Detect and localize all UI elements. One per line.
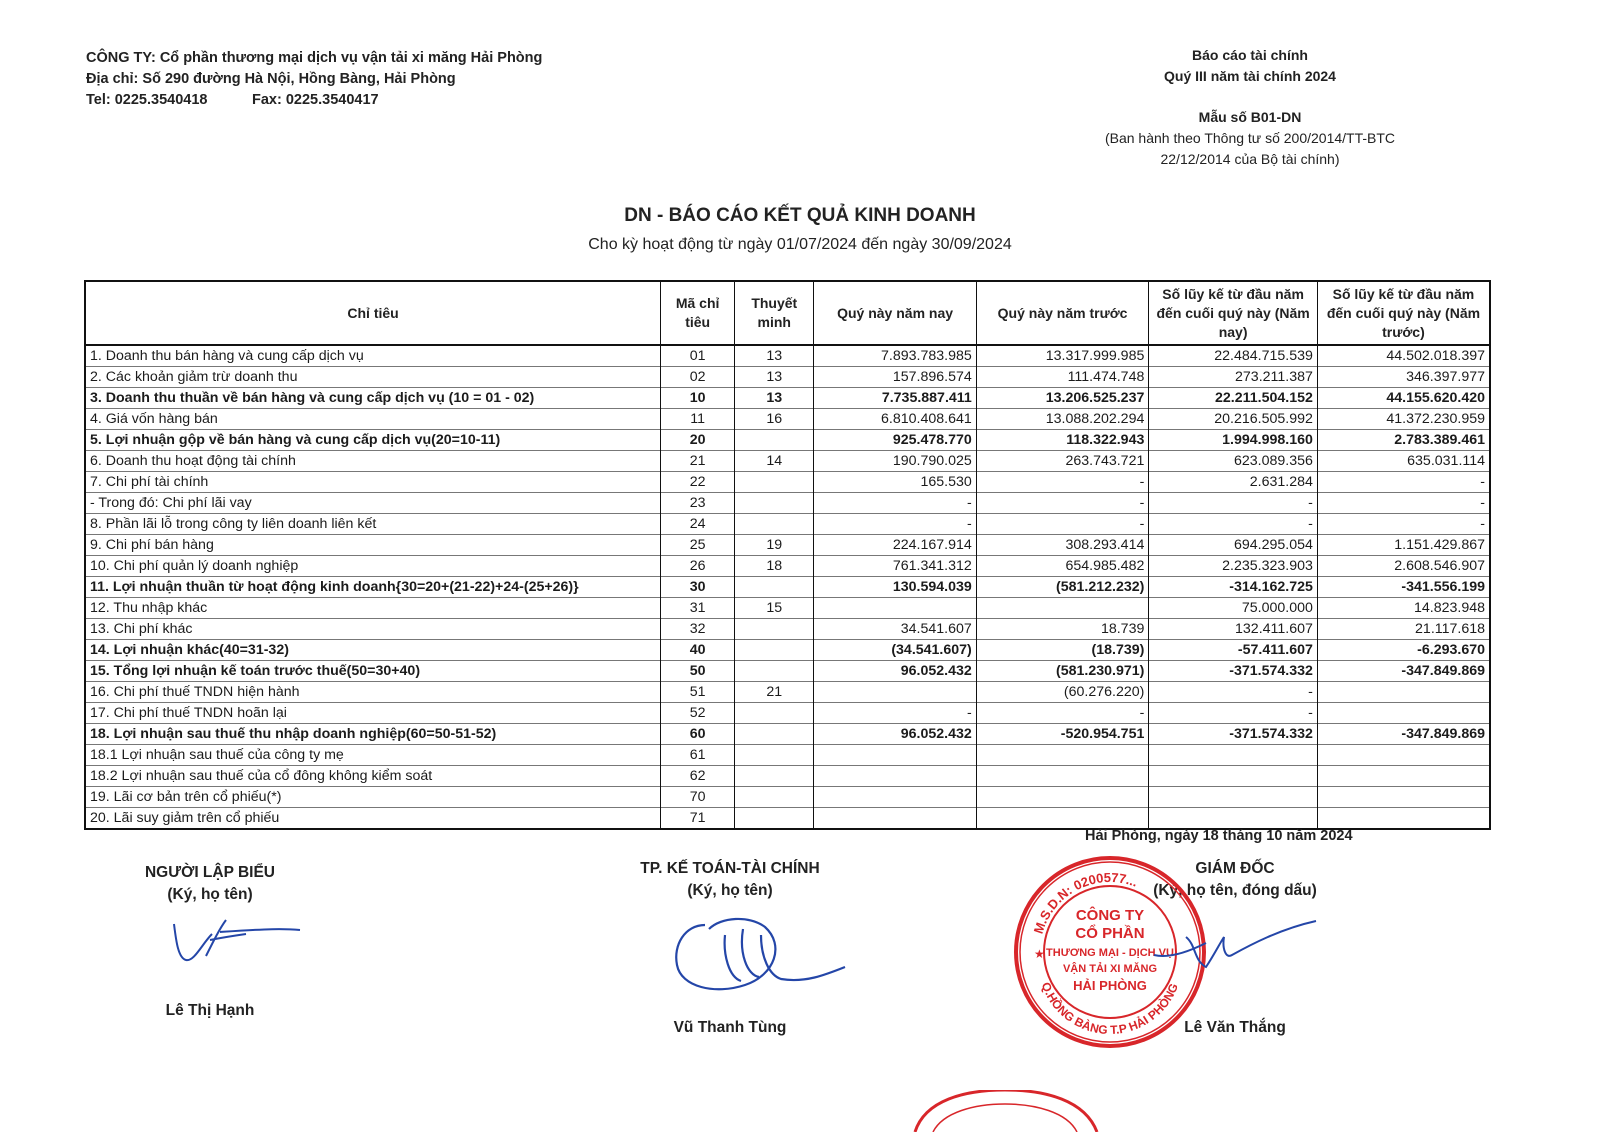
table-row xyxy=(85,661,1490,682)
row-ytd-current: 1.994.998.160 xyxy=(1149,430,1318,451)
row-code: 02 xyxy=(661,367,735,388)
row-quarter-current: 7.735.887.411 xyxy=(814,388,976,409)
row-ytd-current: -57.411.607 xyxy=(1149,640,1318,661)
accountant-role: TP. KẾ TOÁN-TÀI CHÍNH xyxy=(640,860,820,877)
row-label: 3. Doanh thu thuần về bán hàng và cung cấp dịch vụ (10 = 01 - 02) xyxy=(85,388,661,409)
row-quarter-current xyxy=(814,598,976,619)
row-ytd-previous: 346.397.977 xyxy=(1317,367,1490,388)
row-quarter-current: 7.893.783.985 xyxy=(814,345,976,367)
preparer-name: Lê Thị Hạnh xyxy=(165,1002,255,1019)
company-tel: Tel: 0225.3540418 xyxy=(86,92,208,108)
row-ytd-previous: - xyxy=(1317,493,1490,514)
row-label: 7. Chi phí tài chính xyxy=(85,472,661,493)
row-quarter-previous: 13.317.999.985 xyxy=(976,345,1149,367)
row-quarter-current: 925.478.770 xyxy=(814,430,976,451)
row-quarter-current: - xyxy=(814,703,976,724)
row-quarter-current: 157.896.574 xyxy=(814,367,976,388)
row-ytd-current: - xyxy=(1149,703,1318,724)
table-row xyxy=(85,556,1490,577)
row-note xyxy=(735,430,814,451)
income-statement-table xyxy=(84,280,1491,830)
row-label: 18.1 Lợi nhuận sau thuế của công ty mẹ xyxy=(85,745,661,766)
row-label: 9. Chi phí bán hàng xyxy=(85,535,661,556)
table-row xyxy=(85,682,1490,703)
report-info xyxy=(1040,45,1460,170)
row-ytd-previous: 1.151.429.867 xyxy=(1317,535,1490,556)
row-label: 20. Lãi suy giảm trên cổ phiếu xyxy=(85,808,661,830)
row-ytd-previous: - xyxy=(1317,472,1490,493)
row-label: 4. Giá vốn hàng bán xyxy=(85,409,661,430)
stamp-star-icon: ★ xyxy=(1034,947,1045,961)
row-note xyxy=(735,493,814,514)
row-ytd-previous: -347.849.869 xyxy=(1317,661,1490,682)
row-quarter-current xyxy=(814,682,976,703)
preparer-role: NGƯỜI LẬP BIỂU xyxy=(144,864,275,881)
row-ytd-current: 273.211.387 xyxy=(1149,367,1318,388)
row-code: 52 xyxy=(661,703,735,724)
row-note: 19 xyxy=(735,535,814,556)
report-type: Báo cáo tài chính xyxy=(1192,47,1308,63)
sign-date: Hải Phòng, ngày 18 tháng 10 năm 2024 xyxy=(1085,828,1353,844)
table-row xyxy=(85,703,1490,724)
row-quarter-current: 761.341.312 xyxy=(814,556,976,577)
row-ytd-current: -314.162.725 xyxy=(1149,577,1318,598)
row-label: 18.2 Lợi nhuận sau thuế của cổ đông không kiểm soát xyxy=(85,766,661,787)
director-role: GIÁM ĐỐC xyxy=(1195,860,1275,877)
row-note xyxy=(735,640,814,661)
row-quarter-previous: 111.474.748 xyxy=(976,367,1149,388)
row-code: 31 xyxy=(661,598,735,619)
row-ytd-current: -371.574.332 xyxy=(1149,661,1318,682)
row-code: 20 xyxy=(661,430,735,451)
row-code: 24 xyxy=(661,514,735,535)
row-quarter-previous xyxy=(976,598,1149,619)
row-ytd-previous xyxy=(1317,703,1490,724)
row-note: 13 xyxy=(735,367,814,388)
row-ytd-previous xyxy=(1317,808,1490,830)
row-note xyxy=(735,577,814,598)
director-signature xyxy=(1150,915,1320,985)
row-note xyxy=(735,619,814,640)
row-quarter-current xyxy=(814,787,976,808)
row-ytd-current: - xyxy=(1149,682,1318,703)
table-header-row xyxy=(85,281,1490,345)
row-code: 23 xyxy=(661,493,735,514)
director-name: Lê Văn Thắng xyxy=(1184,1019,1286,1036)
row-ytd-previous: -6.293.670 xyxy=(1317,640,1490,661)
row-ytd-previous: -341.556.199 xyxy=(1317,577,1490,598)
row-quarter-current: 165.530 xyxy=(814,472,976,493)
table-row xyxy=(85,808,1490,830)
table-row xyxy=(85,451,1490,472)
table-row xyxy=(85,514,1490,535)
col-header-item: Chỉ tiêu xyxy=(85,281,661,345)
row-code: 70 xyxy=(661,787,735,808)
row-ytd-previous: - xyxy=(1317,514,1490,535)
row-ytd-current: - xyxy=(1149,514,1318,535)
row-quarter-current xyxy=(814,766,976,787)
row-note xyxy=(735,472,814,493)
row-code: 62 xyxy=(661,766,735,787)
row-quarter-current: 96.052.432 xyxy=(814,661,976,682)
row-ytd-current xyxy=(1149,787,1318,808)
row-ytd-previous: 21.117.618 xyxy=(1317,619,1490,640)
row-ytd-current xyxy=(1149,808,1318,830)
table-row xyxy=(85,367,1490,388)
report-period: Quý III năm tài chính 2024 xyxy=(1164,68,1336,84)
table-row xyxy=(85,724,1490,745)
table-row xyxy=(85,640,1490,661)
stamp-bottom-text: Q.HỒNG BÀNG T.P HẢI PHÒNG xyxy=(1038,980,1181,1038)
row-ytd-previous: 2.608.546.907 xyxy=(1317,556,1490,577)
col-header-code: Mã chỉ tiêu xyxy=(661,281,735,345)
row-ytd-current: 20.216.505.992 xyxy=(1149,409,1318,430)
preparer-hint: (Ký, họ tên) xyxy=(167,886,253,903)
row-label: 5. Lợi nhuận gộp về bán hàng và cung cấp dịch vụ(20=10-11) xyxy=(85,430,661,451)
row-note xyxy=(735,724,814,745)
row-quarter-current: (34.541.607) xyxy=(814,640,976,661)
company-contacts xyxy=(86,90,542,111)
partial-stamp-mark xyxy=(905,1090,1105,1132)
row-ytd-previous: 635.031.114 xyxy=(1317,451,1490,472)
row-label: 6. Doanh thu hoạt động tài chính xyxy=(85,451,661,472)
row-ytd-current: 132.411.607 xyxy=(1149,619,1318,640)
row-ytd-current: -371.574.332 xyxy=(1149,724,1318,745)
accountant-block xyxy=(610,858,850,902)
row-code: 71 xyxy=(661,808,735,830)
row-quarter-previous: - xyxy=(976,493,1149,514)
row-label: 14. Lợi nhuận khác(40=31-32) xyxy=(85,640,661,661)
company-address: Địa chỉ: Số 290 đường Hà Nội, Hồng Bàng, Hải Phòng xyxy=(86,71,456,87)
row-label: 15. Tổng lợi nhuận kế toán trước thuế(50=30+40) xyxy=(85,661,661,682)
row-quarter-previous: 308.293.414 xyxy=(976,535,1149,556)
row-code: 21 xyxy=(661,451,735,472)
row-note: 18 xyxy=(735,556,814,577)
row-quarter-previous: (581.212.232) xyxy=(976,577,1149,598)
row-ytd-current: 22.484.715.539 xyxy=(1149,345,1318,367)
table-row xyxy=(85,766,1490,787)
row-label: 1. Doanh thu bán hàng và cung cấp dịch vụ xyxy=(85,345,661,367)
row-label: 16. Chi phí thuế TNDN hiện hành xyxy=(85,682,661,703)
table-row xyxy=(85,493,1490,514)
stamp-line-4: VẬN TẢI XI MĂNG xyxy=(1062,963,1158,975)
table-row xyxy=(85,345,1490,367)
row-code: 50 xyxy=(661,661,735,682)
row-label: 17. Chi phí thuế TNDN hoãn lại xyxy=(85,703,661,724)
accountant-hint: (Ký, họ tên) xyxy=(687,882,773,899)
row-quarter-previous: 118.322.943 xyxy=(976,430,1149,451)
row-label: 2. Các khoản giảm trừ doanh thu xyxy=(85,367,661,388)
stamp-line-1: CÔNG TY xyxy=(1075,907,1145,924)
row-quarter-current: 224.167.914 xyxy=(814,535,976,556)
row-label: 19. Lãi cơ bản trên cổ phiếu(*) xyxy=(85,787,661,808)
table-row xyxy=(85,787,1490,808)
row-code: 40 xyxy=(661,640,735,661)
col-header-ytd-previous: Số lũy kế từ đầu năm đến cuối quý này (Năm trước) xyxy=(1317,281,1490,345)
row-quarter-current: 190.790.025 xyxy=(814,451,976,472)
row-quarter-previous: -520.954.751 xyxy=(976,724,1149,745)
stamp-line-5: HẢI PHÒNG xyxy=(1073,978,1147,993)
row-label: - Trong đó: Chi phí lãi vay xyxy=(85,493,661,514)
row-code: 10 xyxy=(661,388,735,409)
row-code: 01 xyxy=(661,345,735,367)
row-label: 13. Chi phí khác xyxy=(85,619,661,640)
row-note: 14 xyxy=(735,451,814,472)
director-hint: (Ký, họ tên, đóng dấu) xyxy=(1153,882,1317,899)
row-label: 10. Chi phí quản lý doanh nghiệp xyxy=(85,556,661,577)
row-ytd-previous: 41.372.230.959 xyxy=(1317,409,1490,430)
table-row xyxy=(85,535,1490,556)
stamp-line-2: CỔ PHẦN xyxy=(1075,925,1145,942)
table-row xyxy=(85,745,1490,766)
row-code: 51 xyxy=(661,682,735,703)
form-number: Mẫu số B01-DN xyxy=(1198,109,1302,125)
row-note: 15 xyxy=(735,598,814,619)
row-ytd-current: 22.211.504.152 xyxy=(1149,388,1318,409)
row-label: 12. Thu nhập khác xyxy=(85,598,661,619)
row-quarter-previous: (581.230.971) xyxy=(976,661,1149,682)
row-quarter-previous: 13.206.525.237 xyxy=(976,388,1149,409)
row-ytd-previous xyxy=(1317,682,1490,703)
row-quarter-current xyxy=(814,808,976,830)
table-row xyxy=(85,430,1490,451)
row-note xyxy=(735,514,814,535)
row-quarter-previous xyxy=(976,745,1149,766)
table-row xyxy=(85,388,1490,409)
row-note xyxy=(735,703,814,724)
table-row xyxy=(85,472,1490,493)
table-row xyxy=(85,598,1490,619)
row-ytd-previous: 44.502.018.397 xyxy=(1317,345,1490,367)
table-row xyxy=(85,409,1490,430)
row-ytd-current xyxy=(1149,745,1318,766)
row-quarter-previous xyxy=(976,766,1149,787)
accountant-name: Vũ Thanh Tùng xyxy=(673,1019,787,1036)
row-ytd-current: 2.235.323.903 xyxy=(1149,556,1318,577)
row-label: 8. Phần lãi lỗ trong công ty liên doanh liên kết xyxy=(85,514,661,535)
row-note xyxy=(735,808,814,830)
table-row xyxy=(85,619,1490,640)
row-quarter-current: 96.052.432 xyxy=(814,724,976,745)
row-ytd-previous: 14.823.948 xyxy=(1317,598,1490,619)
row-ytd-current: 623.089.356 xyxy=(1149,451,1318,472)
col-header-quarter-previous: Quý này năm trước xyxy=(976,281,1149,345)
row-code: 32 xyxy=(661,619,735,640)
report-title: DN - BÁO CÁO KẾT QUẢ KINH DOANH xyxy=(624,205,976,226)
row-code: 11 xyxy=(661,409,735,430)
row-note: 16 xyxy=(735,409,814,430)
row-quarter-previous: 18.739 xyxy=(976,619,1149,640)
row-quarter-previous: (60.276.220) xyxy=(976,682,1149,703)
row-ytd-previous xyxy=(1317,787,1490,808)
row-note xyxy=(735,787,814,808)
table-row xyxy=(85,577,1490,598)
row-quarter-current: - xyxy=(814,493,976,514)
preparer-signature xyxy=(160,910,310,980)
row-code: 25 xyxy=(661,535,735,556)
circular-date: 22/12/2014 của Bộ tài chính) xyxy=(1160,151,1340,167)
row-ytd-previous: 44.155.620.420 xyxy=(1317,388,1490,409)
row-quarter-previous: - xyxy=(976,472,1149,493)
row-quarter-current: 34.541.607 xyxy=(814,619,976,640)
row-quarter-current: 130.594.039 xyxy=(814,577,976,598)
row-ytd-current: 694.295.054 xyxy=(1149,535,1318,556)
row-quarter-previous: 263.743.721 xyxy=(976,451,1149,472)
row-code: 22 xyxy=(661,472,735,493)
row-ytd-current: 75.000.000 xyxy=(1149,598,1318,619)
circular-ref: (Ban hành theo Thông tư số 200/2014/TT-BTC xyxy=(1104,130,1396,146)
row-quarter-current xyxy=(814,745,976,766)
company-header xyxy=(86,48,542,111)
row-ytd-current: - xyxy=(1149,493,1318,514)
row-ytd-previous: 2.783.389.461 xyxy=(1317,430,1490,451)
row-ytd-current: 2.631.284 xyxy=(1149,472,1318,493)
row-code: 60 xyxy=(661,724,735,745)
col-header-note: Thuyết minh xyxy=(735,281,814,345)
preparer-block xyxy=(110,862,310,906)
row-quarter-previous xyxy=(976,787,1149,808)
row-quarter-previous: - xyxy=(976,703,1149,724)
row-note xyxy=(735,745,814,766)
col-header-ytd-current: Số lũy kế từ đầu năm đến cuối quý này (Năm nay) xyxy=(1149,281,1318,345)
row-note: 21 xyxy=(735,682,814,703)
row-ytd-previous: -347.849.869 xyxy=(1317,724,1490,745)
row-note: 13 xyxy=(735,345,814,367)
row-ytd-current xyxy=(1149,766,1318,787)
stamp-line-3: THƯƠNG MẠI - DỊCH VỤ xyxy=(1046,947,1174,959)
company-fax: Fax: 0225.3540417 xyxy=(252,92,379,108)
row-ytd-previous xyxy=(1317,745,1490,766)
row-quarter-previous: 654.985.482 xyxy=(976,556,1149,577)
row-code: 30 xyxy=(661,577,735,598)
row-note xyxy=(735,766,814,787)
row-code: 61 xyxy=(661,745,735,766)
row-quarter-current: - xyxy=(814,514,976,535)
row-quarter-previous xyxy=(976,808,1149,830)
row-label: 11. Lợi nhuận thuần từ hoạt động kinh doanh{30=20+(21-22)+24-(25+26)} xyxy=(85,577,661,598)
accountant-signature xyxy=(665,905,855,1005)
row-quarter-previous: (18.739) xyxy=(976,640,1149,661)
row-ytd-previous xyxy=(1317,766,1490,787)
report-subtitle: Cho kỳ hoạt động từ ngày 01/07/2024 đến ngày 30/09/2024 xyxy=(588,236,1012,253)
row-quarter-previous: - xyxy=(976,514,1149,535)
stamp-tax-code: M.S.D.N: 0200577... xyxy=(1030,869,1140,936)
row-quarter-current: 6.810.408.641 xyxy=(814,409,976,430)
company-name: CÔNG TY: Cổ phần thương mại dịch vụ vận tải xi măng Hải Phòng xyxy=(86,50,543,66)
col-header-quarter-current: Quý này năm nay xyxy=(814,281,976,345)
row-note: 13 xyxy=(735,388,814,409)
row-label: 18. Lợi nhuận sau thuế thu nhập doanh nghiệp(60=50-51-52) xyxy=(85,724,661,745)
row-note xyxy=(735,661,814,682)
row-code: 26 xyxy=(661,556,735,577)
row-quarter-previous: 13.088.202.294 xyxy=(976,409,1149,430)
